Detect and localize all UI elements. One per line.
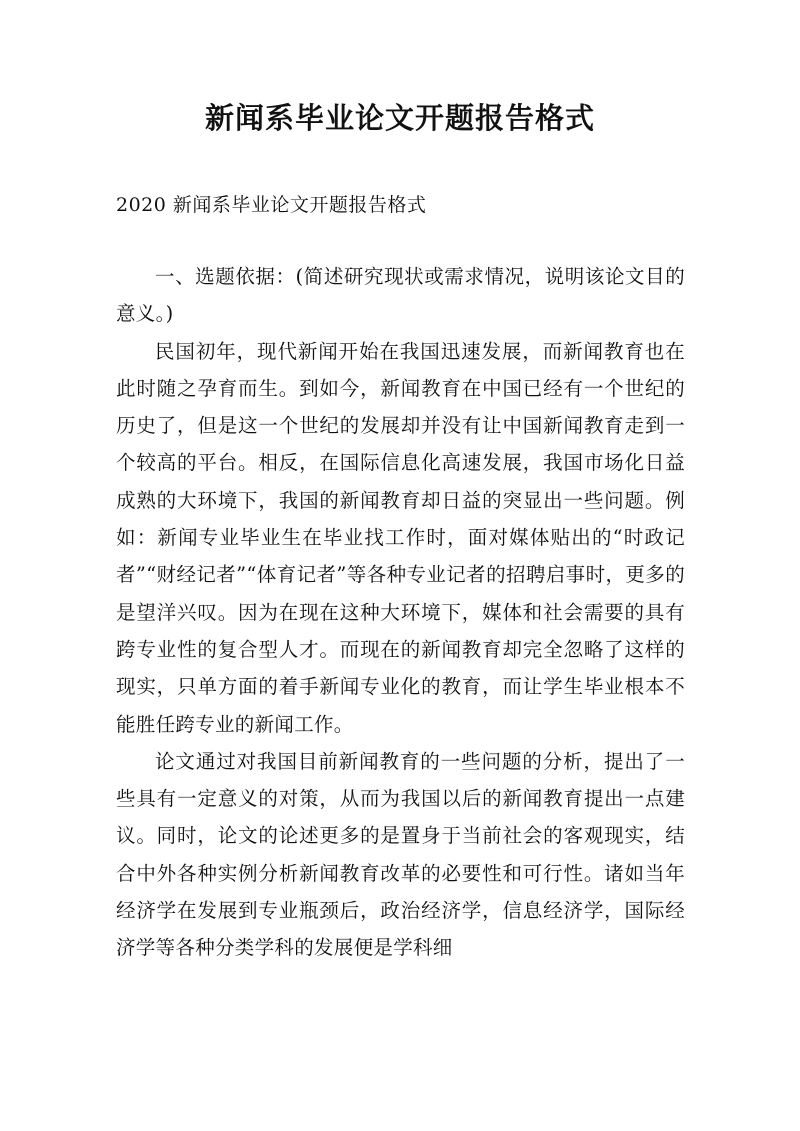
document-body: [116, 258, 685, 967]
paragraph-selection-basis: 一、选题依据：(简述研究现状或需求情况，说明该论文目的意义。): [116, 265, 685, 326]
document-subtitle: 2020 新闻系毕业论文开题报告格式: [116, 194, 427, 216]
paragraph-background: 民国初年，现代新闻开始在我国迅速发展，而新闻教育也在此时随之孕育而生。到如今，新闻教育在中国已经有一个世纪的历史了，但是这一个世纪的发展却并没有让中国新闻教育走到一个较高的平台。相反，在国际信息化高速发展，我国市场化日益成熟的大环境下，我国的新闻教育却日益的突显出一些问题。例如：新闻专业毕业生在毕业找工作时，面对媒体贴出的“时政记者”“财经记者”“体育记者”等各种专业记者的招聘启事时，更多的是望洋兴叹。因为在现在这种大环境下，媒体和社会需要的具有跨专业性的复合型人才。而现在的新闻教育却完全忽略了这样的现实，只单方面的着手新闻专业化的教育，而让学生毕业根本不能胜任跨专业的新闻工作。: [116, 339, 685, 736]
paragraph-significance: 论文通过对我国目前新闻教育的一些问题的分析，提出了一些具有一定意义的对策，从而为我国以后的新闻教育提出一点建议。同时，论文的论述更多的是置身于当前社会的客观现实，结合中外各种实例分析新闻教育改革的必要性和可行性。诸如当年经济学在发展到专业瓶颈后，政治经济学，信息经济学，国际经济学等各种分类学科的发展便是学科细: [116, 749, 685, 960]
document-title: 新闻系毕业论文开题报告格式: [204, 101, 595, 135]
